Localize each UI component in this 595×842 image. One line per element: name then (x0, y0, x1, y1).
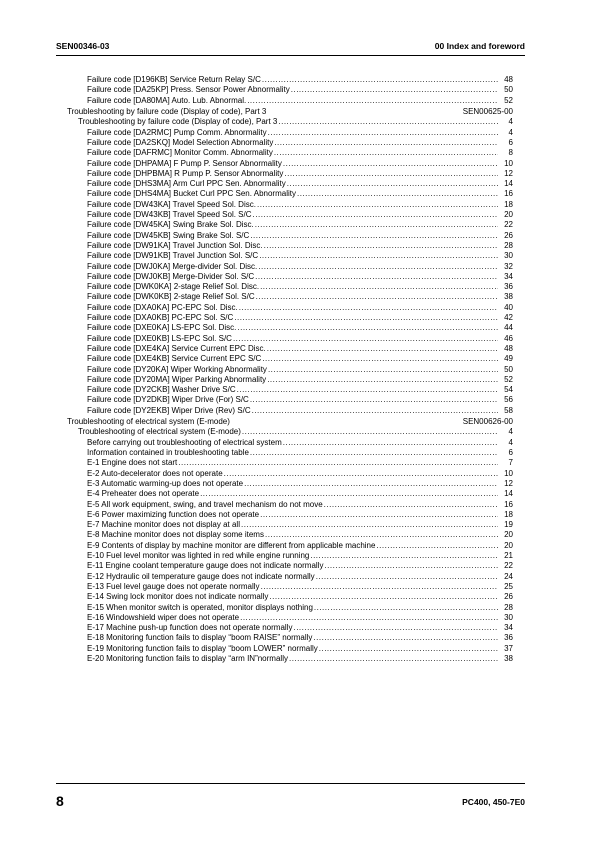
toc-section-heading (67, 417, 513, 427)
dot-leader (297, 189, 498, 199)
toc-entry-title: Failure code [DXA0KA] PC-EPC Sol. Disc. (87, 302, 238, 312)
toc-entry (67, 406, 513, 416)
dot-leader (289, 654, 498, 664)
toc-page-number: 14 (504, 489, 513, 499)
dot-leader (284, 169, 498, 179)
dot-leader (240, 613, 498, 623)
toc-page-number: 4 (508, 427, 513, 437)
dot-leader (376, 541, 498, 551)
dot-leader (319, 644, 498, 654)
toc-page-number: 50 (504, 364, 513, 374)
toc-page-number: 4 (508, 437, 513, 447)
toc-entry-title: Failure code [DY2EKB] Wiper Drive (Rev) S/C (87, 405, 251, 415)
toc-page-number: 8 (508, 148, 513, 158)
toc-entry-title: Failure code [DWJ0KB] Merge-Divider Sol. S/C (87, 271, 255, 281)
toc-entry (67, 530, 513, 540)
toc-entry (67, 551, 513, 561)
toc-entry (67, 282, 513, 292)
toc-page-number: 28 (504, 602, 513, 612)
dot-leader (268, 365, 498, 375)
toc-entry (67, 148, 513, 158)
dot-leader (264, 241, 498, 251)
dot-leader (274, 148, 498, 158)
toc-entry-title: Troubleshooting of electrical system (E-mode) (78, 427, 241, 437)
dot-leader (252, 406, 498, 416)
toc-entry (67, 541, 513, 551)
dot-leader (291, 85, 498, 95)
page-number: 8 (56, 793, 64, 809)
dot-leader (316, 572, 498, 582)
dot-leader (256, 292, 498, 302)
toc-entry-title: E-17 Machine push-up function does not operate normally (87, 623, 293, 633)
toc-entry-title: E-13 Fuel level gauge does not operate normally (87, 581, 260, 591)
toc-page-number: 54 (504, 385, 513, 395)
dot-leader (260, 510, 498, 520)
toc-entry-title: E-11 Engine coolant temperature gauge does not indicate normally (87, 561, 324, 571)
toc-page-number: 34 (504, 623, 513, 633)
toc-entry-title: Failure code [D196KB] Service Return Relay S/C (87, 75, 261, 84)
toc-entry (67, 520, 513, 530)
machine-model: PC400, 450-7E0 (462, 797, 525, 807)
toc-entry-title: Failure code [DY20KA] Wiper Working Abnormality (87, 364, 267, 374)
toc-entry (67, 500, 513, 510)
dot-leader (250, 231, 498, 241)
toc-entry (67, 592, 513, 602)
toc-entry (67, 582, 513, 592)
toc-entry (67, 75, 513, 85)
toc-page-number: 42 (504, 313, 513, 323)
toc-entry-title: Failure code [DWK0KB] 2-stage Relief Sol. S/C (87, 292, 255, 302)
dot-leader (310, 551, 498, 561)
toc-page-number: 25 (504, 581, 513, 591)
dot-leader (233, 334, 498, 344)
table-of-contents (67, 75, 513, 664)
dot-leader (269, 592, 498, 602)
toc-page-number: 40 (504, 302, 513, 312)
toc-page-number: 21 (504, 551, 513, 561)
dot-leader (241, 520, 498, 530)
toc-entry-title: Failure code [DXE4KA] Service Current EPC Disc. (87, 343, 266, 353)
dot-leader (239, 303, 498, 313)
toc-entry (67, 138, 513, 148)
toc-entry-title: Failure code [DA25KP] Press. Sensor Power Abnormality (87, 85, 290, 95)
toc-page-number: 26 (504, 230, 513, 240)
toc-page-number: 20 (504, 210, 513, 220)
toc-page-number: 20 (504, 530, 513, 540)
toc-entry-title: Failure code [DW45KB] Swing Brake Sol. S/C (87, 230, 250, 240)
document-id: SEN00346-03 (56, 41, 110, 51)
toc-entry (67, 438, 513, 448)
toc-entry-title: Failure code [DHS4MA] Bucket Curl PPC Sen. Abnormality (87, 189, 296, 199)
toc-page-number: 36 (504, 282, 513, 292)
toc-entry (67, 654, 513, 664)
dot-leader (247, 96, 498, 106)
toc-entry-title: E-15 When monitor switch is operated, monitor displays nothing (87, 602, 313, 612)
toc-entry (67, 644, 513, 654)
toc-page-number: 46 (504, 333, 513, 343)
dot-leader (261, 582, 498, 592)
toc-entry-title: Failure code [DHPAMA] F Pump P. Sensor Abnormality (87, 158, 282, 168)
toc-section-code: SEN00625-00 (462, 107, 513, 117)
toc-entry-title: Failure code [DWK0KA] 2-stage Relief Sol. Disc. (87, 282, 260, 292)
toc-entry-title: E-7 Machine monitor does not display at all (87, 520, 240, 530)
toc-page-number: 38 (504, 292, 513, 302)
toc-entry-title: Failure code [DAFRMC] Monitor Comm. Abnormality (87, 148, 273, 158)
dot-leader (234, 313, 498, 323)
toc-page-number: 32 (504, 261, 513, 271)
dot-leader (262, 75, 498, 85)
toc-page-number: 24 (504, 571, 513, 581)
toc-page-number: 49 (504, 354, 513, 364)
toc-entry (67, 469, 513, 479)
toc-page-number: 48 (504, 343, 513, 353)
toc-entry-title: E-2 Auto-decelerator does not operate (87, 468, 223, 478)
toc-entry-title: Failure code [DW45KA] Swing Brake Sol. Disc. (87, 220, 254, 230)
header-divider (56, 55, 525, 56)
dot-leader (293, 623, 498, 633)
toc-entry-title: E-20 Monitoring function fails to display “arm IN”normally (87, 654, 288, 663)
dot-leader (255, 220, 498, 230)
dot-leader (283, 438, 498, 448)
toc-page-number: 34 (504, 271, 513, 281)
toc-page-number: 30 (504, 251, 513, 261)
toc-page-number: 50 (504, 85, 513, 95)
toc-page-number: 36 (504, 633, 513, 643)
toc-page-number: 6 (508, 448, 513, 458)
toc-entry-title: Failure code [DY2CKB] Washer Drive S/C (87, 385, 236, 395)
toc-section-heading (67, 107, 513, 117)
toc-entry (67, 489, 513, 499)
toc-entry (67, 354, 513, 364)
toc-entry (67, 241, 513, 251)
toc-entry (67, 200, 513, 210)
dot-leader (178, 458, 498, 468)
dot-leader (287, 179, 498, 189)
toc-entry-title: Failure code [DHPBMA] R Pump P. Sensor Abnormality (87, 168, 284, 178)
toc-entry-title: Troubleshooting by failure code (Display of code), Part 3 (67, 107, 267, 117)
toc-entry-title: Failure code [DXE0KA] LS-EPC Sol. Disc. (87, 323, 237, 333)
toc-entry-title: Failure code [DA2SKQ] Model Selection Abnormality (87, 137, 274, 147)
toc-entry-title: E-14 Swing lock monitor does not indicate normally (87, 592, 269, 602)
dot-leader (267, 344, 498, 354)
toc-entry-title: E-1 Engine does not start (87, 458, 178, 468)
toc-page-number: 52 (504, 374, 513, 384)
toc-entry (67, 603, 513, 613)
toc-entry (67, 344, 513, 354)
toc-entry-title: Before carrying out troubleshooting of electrical system (87, 437, 282, 447)
toc-entry-title: Failure code [DW43KA] Travel Speed Sol. Disc. (87, 199, 256, 209)
toc-entry-title: E-12 Hydraulic oil temperature gauge does not indicate normally (87, 571, 315, 581)
dot-leader (259, 251, 498, 261)
toc-entry (67, 479, 513, 489)
toc-entry-title: Failure code [DHS3MA] Arm Curl PPC Sen. Abnormality (87, 179, 286, 189)
toc-entry (67, 323, 513, 333)
toc-entry-title: Failure code [DA80MA] Auto. Lub. Abnormal. (87, 95, 247, 105)
toc-page-number: 26 (504, 592, 513, 602)
dot-leader (200, 489, 498, 499)
toc-entry (67, 448, 513, 458)
toc-entry (67, 292, 513, 302)
toc-page-number: 37 (504, 643, 513, 653)
toc-entry-title: Failure code [DXE4KB] Service Current EPC S/C (87, 354, 262, 364)
toc-entry-title: Failure code [DW43KB] Travel Speed Sol. S/C (87, 210, 252, 220)
toc-entry-title: E-6 Power maximizing function does not operate (87, 509, 260, 519)
toc-entry (67, 510, 513, 520)
toc-page-number: 18 (504, 509, 513, 519)
toc-entry-title: Failure code [DXE0KB] LS-EPC Sol. S/C (87, 333, 232, 343)
toc-entry (67, 313, 513, 323)
toc-page-number: 38 (504, 654, 513, 663)
toc-entry-title: E-18 Monitoring function fails to display “boom RAISE” normally (87, 633, 313, 643)
dot-leader (237, 385, 498, 395)
toc-page-number: 22 (504, 220, 513, 230)
section-title: 00 Index and foreword (434, 41, 525, 51)
toc-page-number: 4 (508, 127, 513, 137)
toc-entry (67, 458, 513, 468)
toc-section-code: SEN00626-00 (462, 417, 513, 427)
dot-leader (253, 210, 498, 220)
dot-leader (265, 530, 498, 540)
toc-page-number: 52 (504, 95, 513, 105)
toc-page-number: 6 (508, 137, 513, 147)
toc-page-number: 16 (504, 189, 513, 199)
toc-page-number: 48 (504, 75, 513, 84)
dot-leader (255, 272, 498, 282)
toc-entry (67, 385, 513, 395)
toc-entry-title: Failure code [DY20MA] Wiper Parking Abnormality (87, 374, 267, 384)
toc-page-number: 30 (504, 612, 513, 622)
toc-entry (67, 395, 513, 405)
dot-leader (244, 479, 498, 489)
toc-entry (67, 572, 513, 582)
toc-entry-title: Failure code [DWJ0KA] Merge-divider Sol. Disc. (87, 261, 258, 271)
dot-leader (262, 354, 498, 364)
toc-entry-title: E-5 All work equipment, swing, and travel mechanism do not move (87, 499, 323, 509)
dot-leader (257, 200, 498, 210)
toc-entry (67, 210, 513, 220)
dot-leader (313, 633, 498, 643)
toc-entry-title: E-10 Fuel level monitor was lighted in red while engine running (87, 551, 310, 561)
toc-entry (67, 262, 513, 272)
toc-entry-title: E-4 Preheater does not operate (87, 489, 200, 499)
toc-entry-title: Failure code [DY2DKB] Wiper Drive (For) S/C (87, 395, 249, 405)
toc-page-number: 22 (504, 561, 513, 571)
toc-entry-title: Failure code [DW91KA] Travel Junction Sol. Disc. (87, 240, 263, 250)
toc-entry (67, 231, 513, 241)
toc-entry (67, 334, 513, 344)
dot-leader (268, 128, 498, 138)
toc-entry-title: Failure code [DXA0KB] PC-EPC Sol. S/C (87, 313, 234, 323)
toc-entry (67, 613, 513, 623)
dot-leader (260, 282, 498, 292)
toc-entry (67, 375, 513, 385)
dot-leader (278, 117, 498, 127)
dot-leader (274, 138, 498, 148)
toc-page-number: 18 (504, 199, 513, 209)
toc-page-number: 16 (504, 499, 513, 509)
dot-leader (267, 375, 498, 385)
toc-entry (67, 251, 513, 261)
toc-page-number: 12 (504, 168, 513, 178)
toc-page-number: 12 (504, 478, 513, 488)
toc-page-number: 10 (504, 158, 513, 168)
toc-entry (67, 117, 513, 127)
toc-entry (67, 169, 513, 179)
toc-entry (67, 96, 513, 106)
toc-entry (67, 128, 513, 138)
dot-leader (237, 323, 498, 333)
toc-entry (67, 561, 513, 571)
toc-page-number: 7 (508, 458, 513, 468)
toc-entry-title: Information contained in troubleshooting table (87, 448, 249, 458)
toc-page-number: 19 (504, 520, 513, 530)
toc-entry-title: E-16 Windowshield wiper does not operate (87, 612, 240, 622)
toc-entry-title: Troubleshooting of electrical system (E-mode) (67, 417, 230, 427)
dot-leader (283, 159, 498, 169)
toc-entry (67, 365, 513, 375)
dot-leader (324, 561, 498, 571)
dot-leader (224, 469, 498, 479)
toc-entry (67, 179, 513, 189)
toc-entry (67, 159, 513, 169)
toc-page-number: 10 (504, 468, 513, 478)
toc-entry-title: Failure code [DW91KB] Travel Junction Sol. S/C (87, 251, 259, 261)
toc-entry (67, 220, 513, 230)
toc-entry-title: E-9 Contents of display by machine monitor are different from applicable machine (87, 540, 376, 550)
dot-leader (242, 427, 498, 437)
toc-entry (67, 623, 513, 633)
toc-entry (67, 272, 513, 282)
dot-leader (258, 262, 498, 272)
toc-page-number: 44 (504, 323, 513, 333)
toc-entry (67, 633, 513, 643)
toc-entry-title: Failure code [DA2RMC] Pump Comm. Abnormality (87, 127, 267, 137)
toc-entry-title: E-8 Machine monitor does not display some items (87, 530, 264, 540)
dot-leader (324, 500, 498, 510)
toc-page-number: 14 (504, 179, 513, 189)
toc-entry (67, 303, 513, 313)
toc-entry-title: E-3 Automatic warming-up does not operate (87, 478, 244, 488)
toc-entry-title: E-19 Monitoring function fails to display “boom LOWER” normally (87, 643, 318, 653)
toc-page-number: 56 (504, 395, 513, 405)
toc-page-number: 58 (504, 405, 513, 415)
toc-page-number: 20 (504, 540, 513, 550)
toc-entry (67, 189, 513, 199)
toc-page-number: 28 (504, 240, 513, 250)
toc-page-number: 4 (508, 117, 513, 127)
toc-entry-title: Troubleshooting by failure code (Display of code), Part 3 (78, 117, 278, 127)
toc-entry (67, 85, 513, 95)
dot-leader (250, 448, 498, 458)
footer-divider (56, 783, 525, 784)
toc-entry (67, 427, 513, 437)
dot-leader (250, 395, 498, 405)
dot-leader (314, 603, 498, 613)
